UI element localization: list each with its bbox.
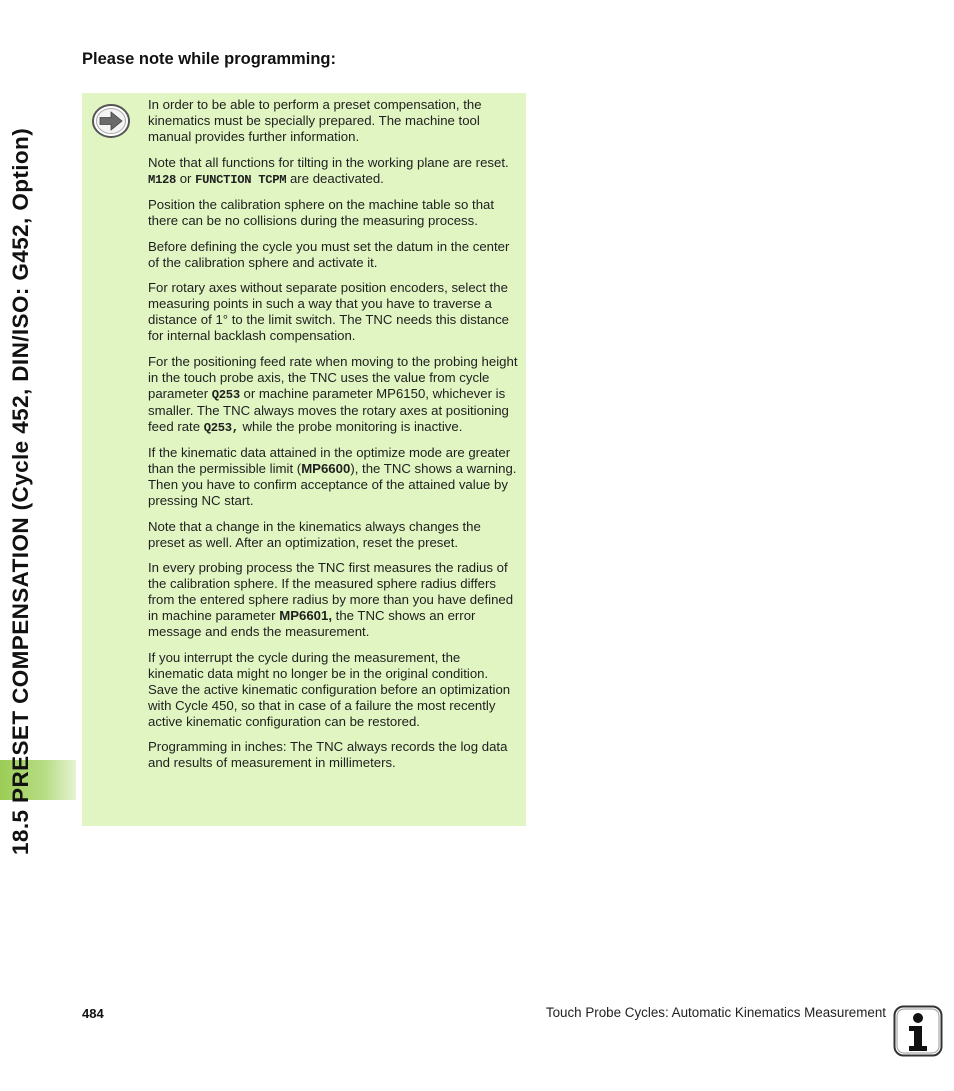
- note-paragraph: Before defining the cycle you must set the datum in the center of the calibration sphere and activate it.: [148, 238, 510, 270]
- note-paragraph: Programming in inches: The TNC always records the log data and results of measurement in millimeters.: [148, 739, 508, 770]
- param-mp6601: MP6601,: [279, 608, 333, 623]
- chapter-side-title: 18.5 PRESET COMPENSATION (Cycle 452, DIN/ISO: G452, Option): [8, 127, 33, 855]
- code-m128: M128: [148, 172, 177, 187]
- note-text-run: while the probe monitoring is inactive.: [238, 418, 463, 434]
- note-text-run: If the kinematic data attained in the optimize mode are greater than the permissible limit (: [148, 445, 511, 476]
- section-heading: Please note while programming:: [82, 50, 336, 68]
- note-text-run: are deactivated.: [286, 170, 384, 186]
- note-text-run: Note that all functions for tilting in the working plane are reset.: [148, 154, 509, 170]
- note-text-run: or machine parameter MP6150, whichever is smaller. The TNC always moves the rotary axes at positioning feed rate: [148, 385, 509, 434]
- page-number: 484: [82, 1006, 104, 1021]
- param-mp6600: MP6600: [301, 461, 351, 476]
- note-paragraph: Position the calibration sphere on the machine table so that there can be no collisions during the measuring process.: [148, 197, 495, 228]
- note-text-run: In every probing process the TNC first measures the radius of the calibration sphere. If the measured sphere radius differs from the entered sphere radius by more than you have defined in machine parameter: [148, 560, 514, 623]
- info-icon: [893, 1005, 943, 1057]
- note-box: [82, 93, 526, 826]
- footer-title: Touch Probe Cycles: Automatic Kinematics Measurement: [545, 1005, 886, 1020]
- code-function-tcpm: FUNCTION TCPM: [195, 172, 287, 187]
- note-text-run: ), the TNC shows a warning. Then you have to confirm acceptance of the attained value by pressing NC start.: [148, 461, 517, 508]
- note-text: [148, 97, 518, 781]
- note-paragraph: [148, 155, 518, 188]
- note-text-run: or: [176, 170, 196, 186]
- note-paragraph: [148, 445, 518, 509]
- note-paragraph: If you interrupt the cycle during the measurement, the kinematic data might no longer be in the original condition. Save the active kinematic configuration before an optimization with Cycle 450, so that in case of a failure the most recently active kinematic configuration can be restored.: [148, 649, 511, 729]
- code-q253: Q253: [211, 387, 240, 402]
- arrow-right-icon: [91, 103, 131, 139]
- note-text-run: the TNC shows an error message and ends the measurement.: [148, 608, 476, 639]
- note-paragraph: Note that a change in the kinematics always changes the preset as well. After an optimization, reset the preset.: [148, 518, 481, 550]
- note-paragraph: [148, 354, 518, 436]
- note-paragraph: In order to be able to perform a preset compensation, the kinematics must be specially prepared. The machine tool manual provides further information.: [148, 97, 482, 144]
- note-paragraph: For rotary axes without separate position encoders, select the measuring points in such a way that you have to traverse a distance of 1° to the limit switch. The TNC needs this distance for internal backlash compensation.: [148, 280, 510, 343]
- note-text-run: For the positioning feed rate when moving to the probing height in the touch probe axis, the TNC uses the value from cycle parameter: [148, 353, 518, 401]
- code-q253: Q253,: [203, 420, 239, 435]
- note-paragraph: [148, 560, 518, 640]
